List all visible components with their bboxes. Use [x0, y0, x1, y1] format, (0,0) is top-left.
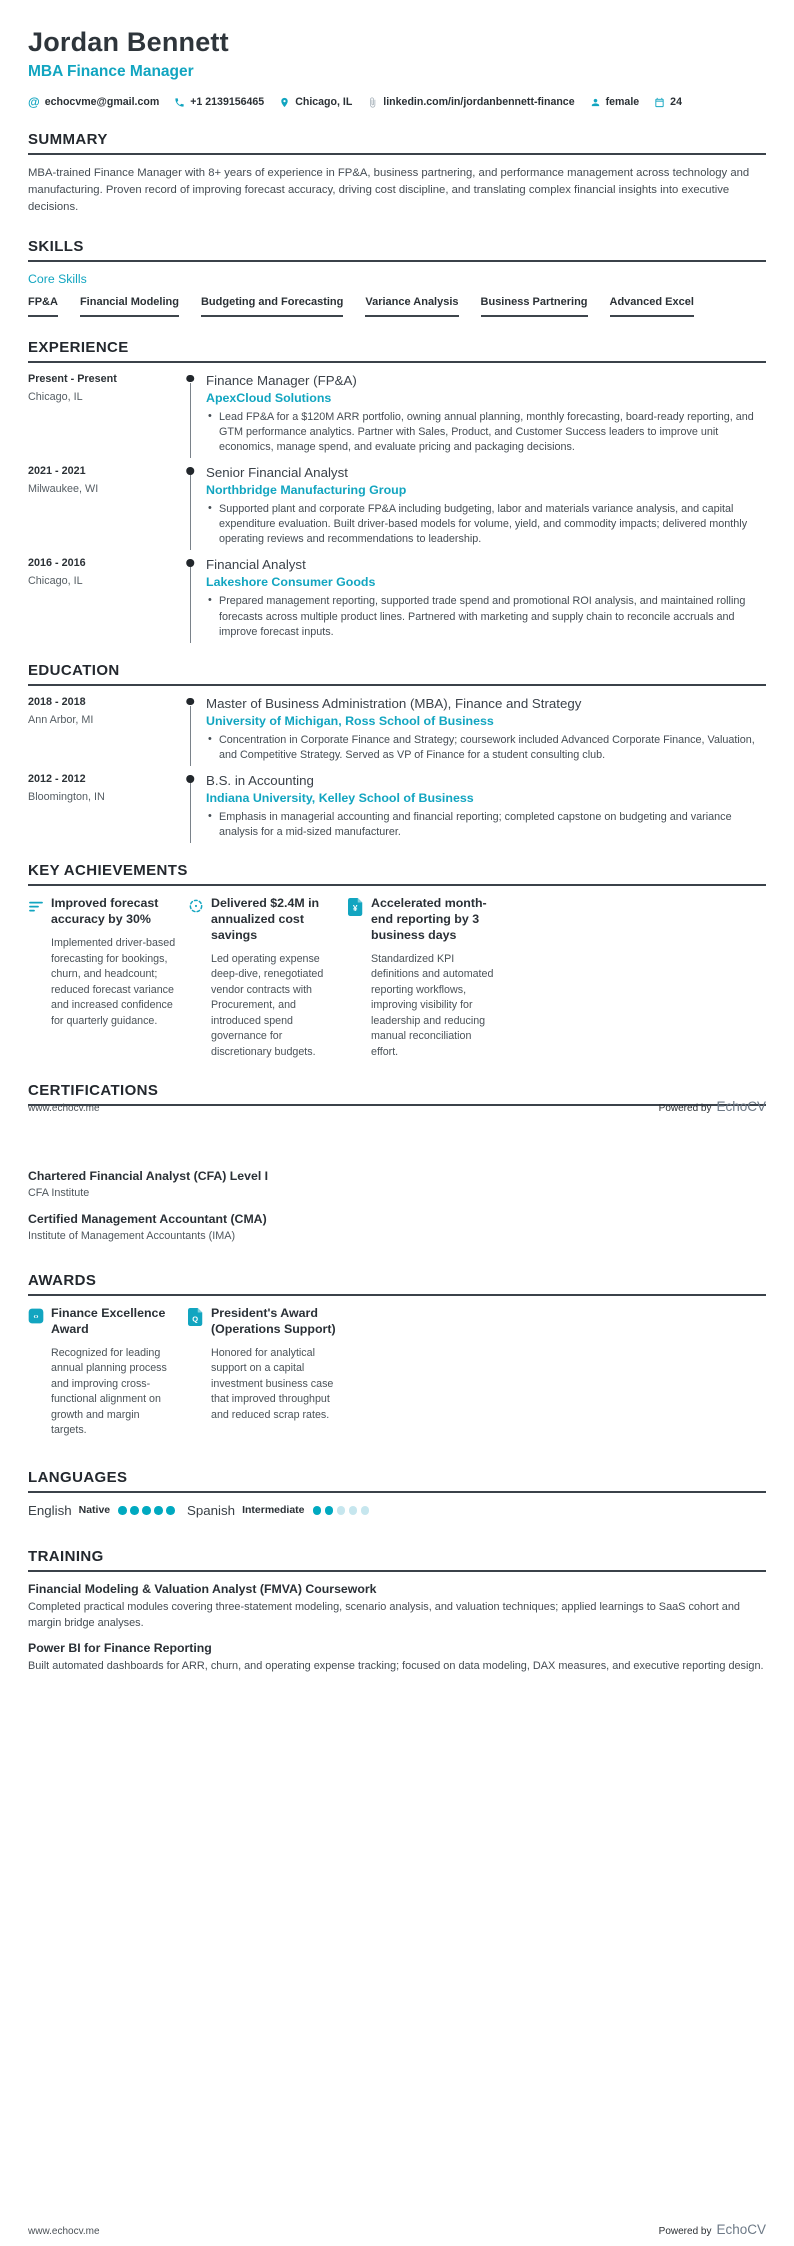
language-proficiency-dots — [118, 1506, 175, 1515]
contact-linkedin[interactable] — [367, 96, 574, 108]
certification-item — [28, 1169, 766, 1199]
section-languages — [28, 1469, 766, 1518]
contact-gender-text: female — [605, 96, 640, 108]
person-icon — [590, 97, 601, 108]
skill-item: Business Partnering — [481, 296, 588, 317]
svg-text:‹›: ‹› — [33, 1311, 39, 1321]
contact-location — [279, 96, 352, 108]
experience-location: Chicago, IL — [28, 575, 83, 588]
achievement-card — [28, 896, 178, 1060]
school-name: University of Michigan, Ross School of Business — [206, 713, 494, 728]
education-location: Ann Arbor, MI — [28, 713, 94, 726]
achievement-body: Implemented driver-based forecasting for bookings, churn, and headcount; reduced forecast variance and increased confidence for quarterly guidance. — [51, 936, 176, 1027]
school-name: Indiana University, Kelley School of Business — [206, 791, 474, 806]
experience-location: Chicago, IL — [28, 390, 83, 403]
contact-age — [654, 96, 682, 108]
powered-by — [659, 2222, 766, 2237]
contact-location-text: Chicago, IL — [295, 96, 353, 108]
page-1-footer — [28, 1099, 766, 1114]
skills-group-label: Core Skills — [28, 271, 87, 286]
certifications-heading: CERTIFICATIONS — [28, 1082, 766, 1106]
awards-heading: AWARDS — [28, 1272, 766, 1296]
achievement-title: Accelerated month-end reporting by 3 business days — [371, 896, 487, 942]
contact-phone-text: +1 2139156465 — [190, 96, 265, 108]
degree-title: B.S. in Accounting — [206, 773, 314, 789]
training-title: Power BI for Finance Reporting — [28, 1641, 212, 1656]
language-name: Spanish — [187, 1502, 236, 1518]
education-bullet: • Concentration in Corporate Finance and Strategy; coursework included Advanced Corporate Finance, Valuation, and Competitive Strategy. Served as VP of Finance for a student consulting club. — [206, 733, 766, 763]
site-link[interactable]: www.echocv.me — [28, 1103, 100, 1114]
summary-text: MBA-trained Finance Manager with 8+ years of experience in FP&A, business partnering, and performance management across technology and manufacturing. Proven record of improving forecast accuracy, driving cost discipline, and translating complex financial insights into executive decisions. — [28, 167, 750, 213]
award-body: Honored for analytical support on a capital investment business case that improved throughput and reduced scrap rates. — [211, 1346, 334, 1421]
target-icon — [188, 896, 211, 1060]
language-proficiency-dots — [313, 1506, 370, 1515]
page-2-footer — [28, 2222, 766, 2237]
language-name: English — [28, 1502, 72, 1518]
section-awards — [28, 1272, 766, 1439]
skills-row — [28, 296, 766, 317]
powered-by — [659, 1099, 766, 1114]
training-heading: TRAINING — [28, 1548, 766, 1572]
training-item — [28, 1582, 766, 1632]
timeline-marker — [176, 696, 206, 763]
summary-heading: SUMMARY — [28, 131, 766, 155]
contact-gender — [590, 96, 640, 108]
award-card — [188, 1306, 338, 1439]
education-entry — [28, 773, 766, 840]
certifications-list — [28, 1169, 766, 1242]
certification-item — [28, 1212, 766, 1242]
language-level: Native — [78, 1504, 111, 1517]
page-2 — [0, 1123, 794, 2246]
phone-icon — [174, 97, 185, 108]
contact-email[interactable] — [28, 95, 159, 109]
achievements-heading: KEY ACHIEVEMENTS — [28, 862, 766, 886]
award-card — [28, 1306, 178, 1439]
powered-by-label: Powered by — [658, 2226, 712, 2237]
degree-title: Master of Business Administration (MBA), Finance and Strategy — [206, 695, 582, 711]
experience-entry — [28, 557, 766, 639]
experience-dates: Present - Present — [28, 372, 117, 385]
achievement-card — [348, 896, 498, 1060]
code-badge-icon — [28, 1306, 51, 1439]
languages-heading: LANGUAGES — [28, 1469, 766, 1493]
job-title: Financial Analyst — [206, 557, 306, 573]
award-title: President's Award (Operations Support) — [211, 1306, 336, 1336]
skill-item: Advanced Excel — [610, 296, 694, 317]
training-body: Completed practical modules covering three-statement modeling, scenario analysis, and valuation techniques; applied learnings to SaaS cohort and margin bridge analyses. — [28, 1600, 740, 1629]
echocv-brand[interactable]: EchoCV — [716, 2222, 766, 2237]
training-body: Built automated dashboards for ARR, churn, and operating expense tracking; focused on data modeling, DAX measures, and executive reporting design. — [28, 1660, 764, 1673]
award-body: Recognized for leading annual planning process and improving cross-functional alignment on growth and margin targets. — [51, 1346, 167, 1437]
language-level: Intermediate — [242, 1504, 305, 1517]
certification-issuer: Institute of Management Accountants (IMA) — [28, 1230, 236, 1242]
achievement-title: Delivered $2.4M in annualized cost savings — [211, 896, 320, 942]
skill-item: Variance Analysis — [365, 296, 458, 317]
timeline-marker — [176, 465, 206, 547]
svg-text:¥: ¥ — [352, 904, 358, 914]
experience-dates: 2021 - 2021 — [28, 465, 86, 478]
file-search-icon — [188, 1306, 211, 1439]
certification-name: Certified Management Accountant (CMA) — [28, 1212, 267, 1226]
section-training — [28, 1548, 766, 1675]
filter-lines-icon — [28, 896, 51, 1060]
candidate-title: MBA Finance Manager — [28, 63, 194, 80]
achievement-card — [188, 896, 338, 1060]
certification-issuer: CFA Institute — [28, 1187, 90, 1199]
achievement-title: Improved forecast accuracy by 30% — [51, 896, 159, 927]
contact-row — [28, 95, 766, 109]
calendar-icon — [654, 97, 665, 108]
achievement-body: Standardized KPI definitions and automated reporting workflows, improving visibility for leadership and reducing manual reconciliation effort. — [371, 952, 494, 1058]
certification-name: Chartered Financial Analyst (CFA) Level I — [28, 1169, 269, 1183]
header — [28, 27, 766, 109]
skill-item: Financial Modeling — [80, 296, 179, 317]
experience-entry — [28, 465, 766, 547]
powered-by-label: Powered by — [658, 1103, 712, 1114]
job-title: Senior Financial Analyst — [206, 465, 348, 481]
section-achievements — [28, 862, 766, 1060]
language-item — [28, 1503, 187, 1518]
job-bullet: • Supported plant and corporate FP&A including budgeting, labor and materials variance analysis, and capital expenditure evaluation. Built driver-based models for volume, yield, and commodity impacts; delivered monthly operating reviews and recommendations to leadership. — [206, 502, 766, 547]
candidate-name: Jordan Bennett — [28, 27, 229, 57]
section-experience — [28, 339, 766, 640]
contact-email-text: echocvme@gmail.com — [44, 96, 160, 108]
company-name: Northbridge Manufacturing Group — [206, 483, 407, 498]
achievement-body: Led operating expense deep-dive, renegotiated vendor contracts with Procurement, and introduced spend governance for discretionary budgets. — [211, 952, 324, 1058]
skills-heading: SKILLS — [28, 238, 766, 262]
education-entry — [28, 696, 766, 763]
education-bullet: • Emphasis in managerial accounting and financial reporting; completed capstone on budgeting and variance analysis for a mid-sized manufacturer. — [206, 810, 766, 840]
timeline-marker — [176, 557, 206, 639]
contact-age-text: 24 — [670, 96, 682, 108]
education-dates: 2018 - 2018 — [28, 695, 86, 708]
invoice-file-icon — [348, 896, 371, 1060]
company-name: Lakeshore Consumer Goods — [206, 575, 376, 590]
echocv-brand[interactable]: EchoCV — [716, 1099, 766, 1114]
experience-location: Milwaukee, WI — [28, 483, 99, 496]
experience-entry — [28, 373, 766, 455]
education-dates: 2012 - 2012 — [28, 773, 86, 786]
education-heading: EDUCATION — [28, 662, 766, 686]
job-bullet: • Lead FP&A for a $120M ARR portfolio, owning annual planning, monthly forecasting, board-ready reporting, and GTM performance analytics. Partner with Sales, Product, and Customer Success leaders to improve unit economics, manage spend, and evaluate pricing and packaging decisions. — [206, 410, 766, 455]
experience-dates: 2016 - 2016 — [28, 557, 86, 570]
contact-linkedin-text: linkedin.com/in/jordanbennett-finance — [383, 96, 575, 108]
at-icon: @ — [28, 95, 40, 109]
experience-heading: EXPERIENCE — [28, 339, 766, 363]
location-icon — [279, 97, 290, 108]
job-bullet: • Prepared management reporting, supported trade spend and promotional ROI analysis, and maintained rolling forecasts across multiple product lines. Partnered with marketing and supply chain to reconcile accruals and improve forecast inputs. — [206, 594, 766, 639]
site-link[interactable]: www.echocv.me — [28, 2226, 100, 2237]
training-title: Financial Modeling & Valuation Analyst (FMVA) Coursework — [28, 1581, 377, 1596]
language-item — [187, 1503, 346, 1518]
job-title: Finance Manager (FP&A) — [206, 372, 357, 388]
timeline-marker — [176, 373, 206, 455]
skill-item: Budgeting and Forecasting — [201, 296, 343, 317]
company-name: ApexCloud Solutions — [206, 390, 332, 405]
skill-item: FP&A — [28, 296, 58, 317]
svg-text:Q: Q — [192, 1314, 199, 1324]
award-title: Finance Excellence Award — [51, 1306, 166, 1336]
section-education — [28, 662, 766, 840]
link-icon — [367, 97, 378, 108]
contact-phone — [174, 96, 264, 108]
section-summary — [28, 131, 766, 216]
training-item — [28, 1641, 766, 1675]
section-skills — [28, 238, 766, 317]
education-location: Bloomington, IN — [28, 791, 105, 804]
timeline-marker — [176, 773, 206, 840]
